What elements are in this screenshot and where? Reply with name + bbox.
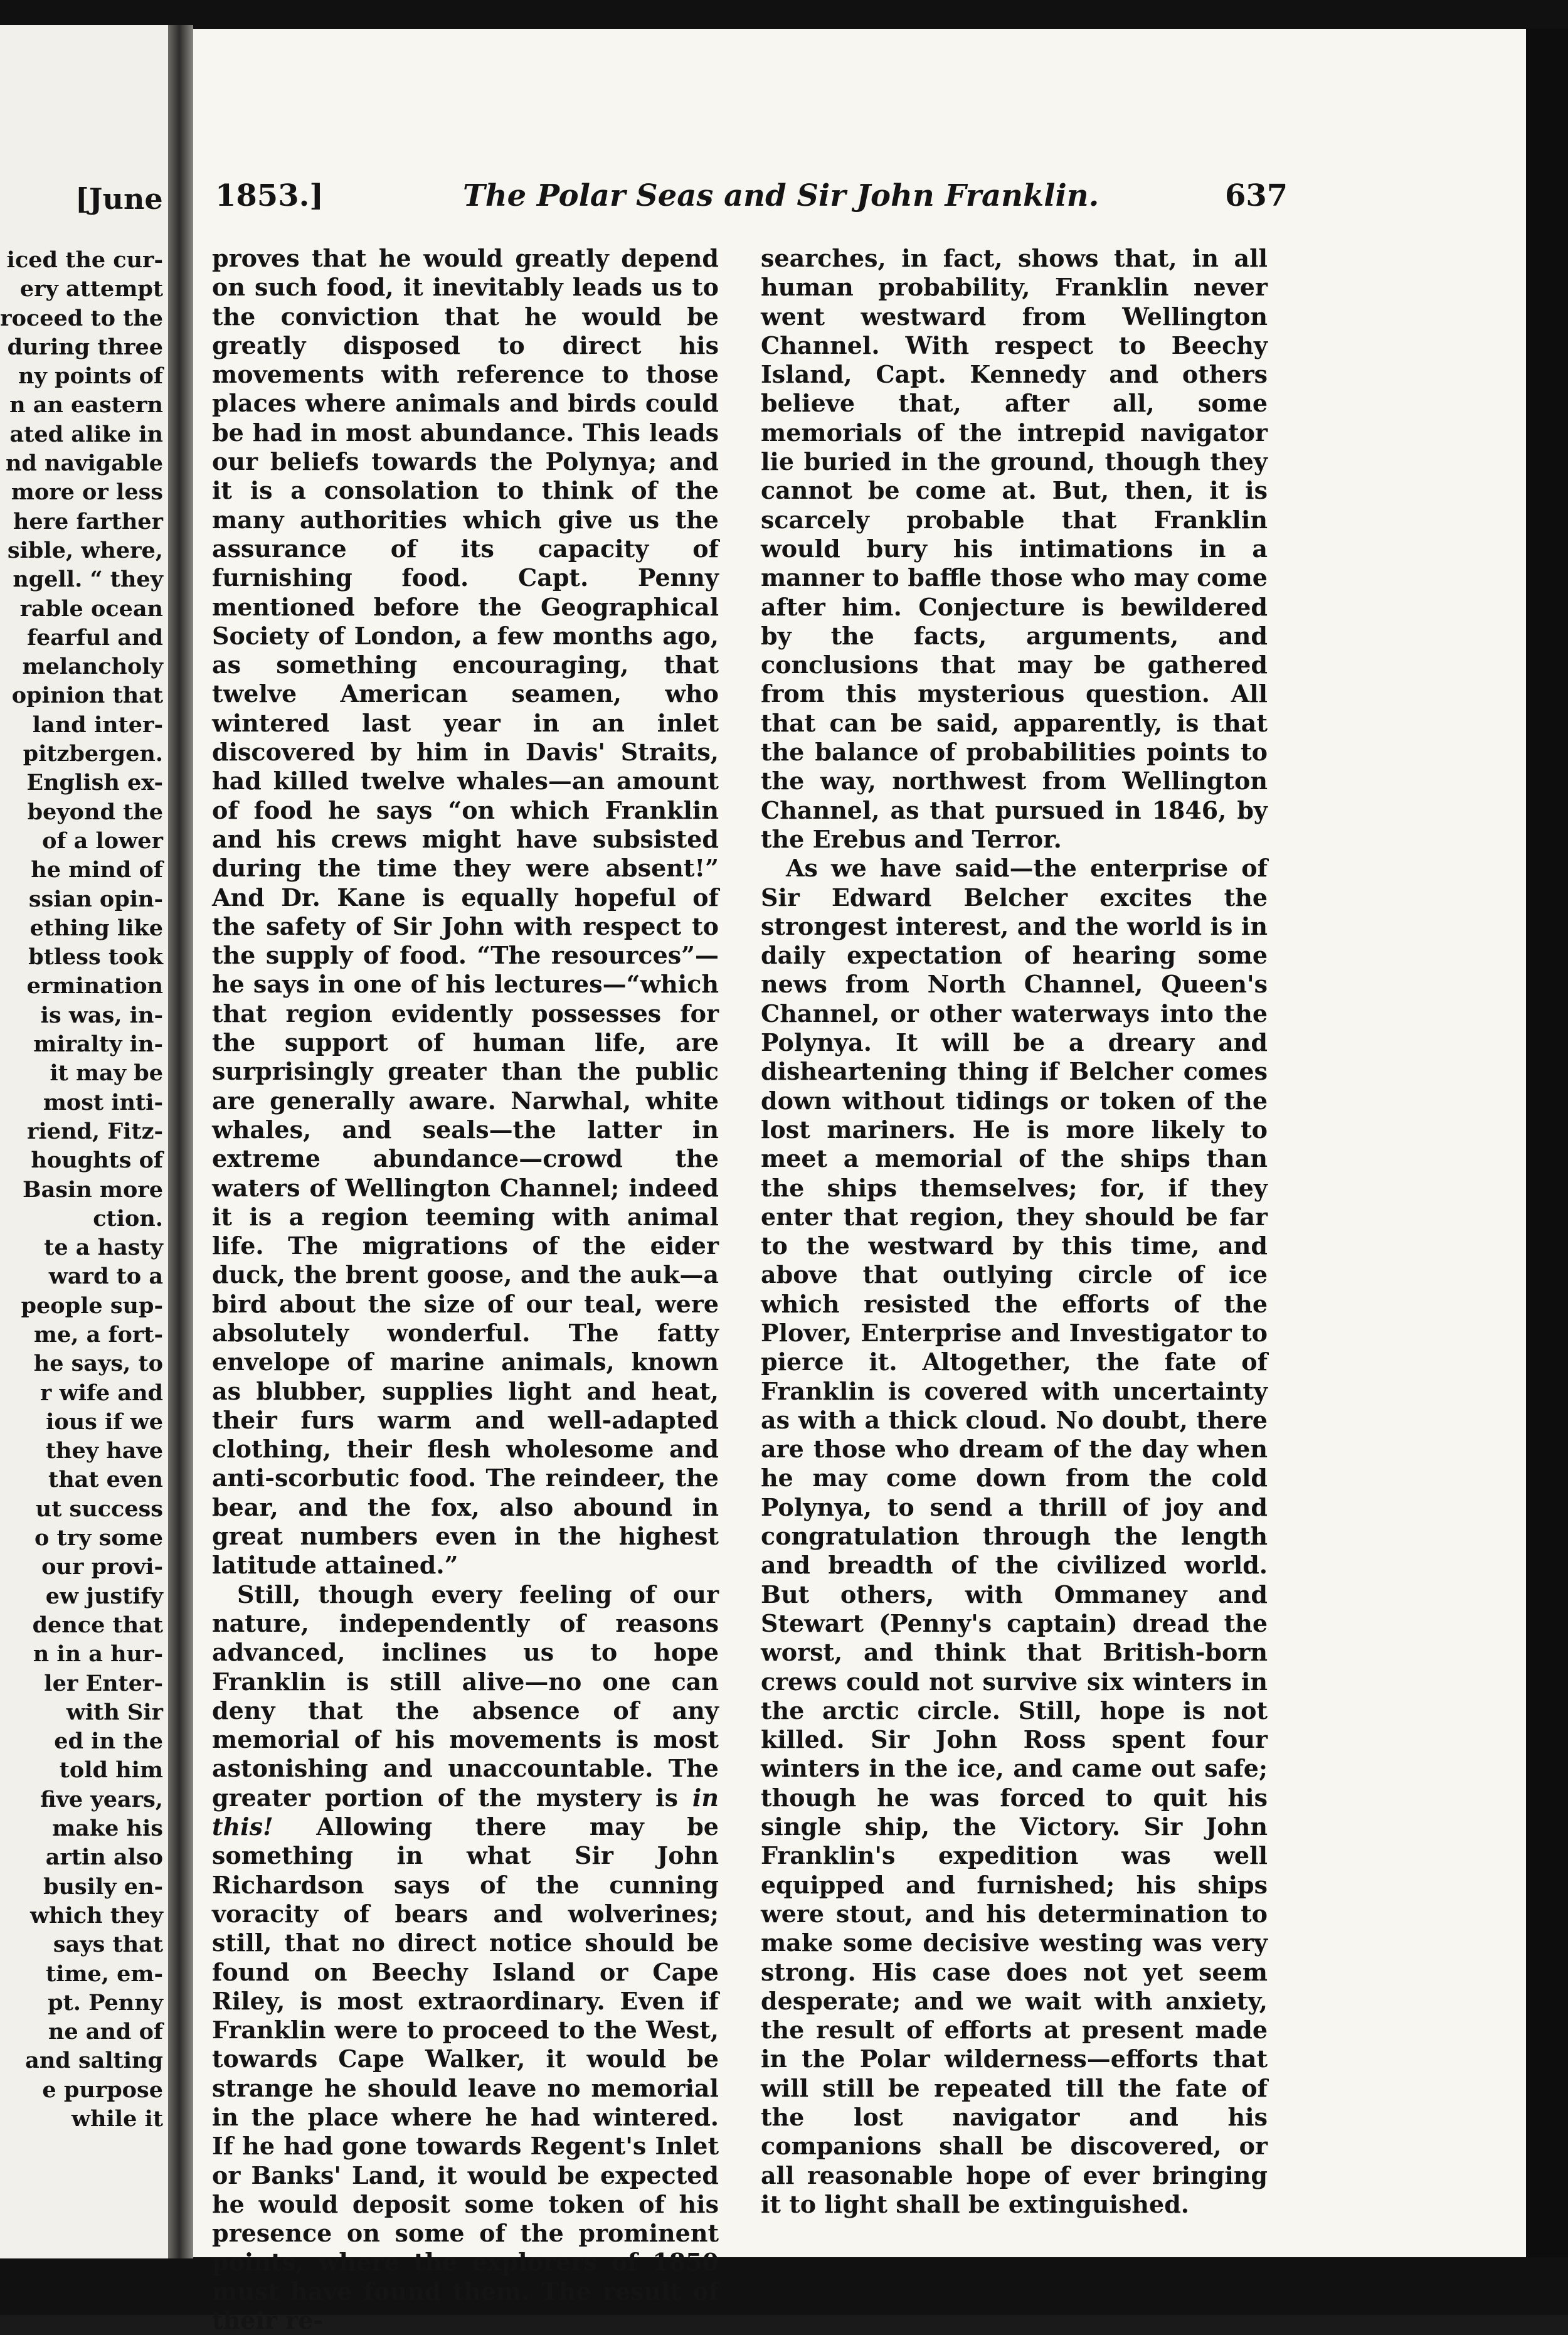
left-page-line: iced the cur-	[6, 247, 163, 273]
left-page-line: rable ocean	[19, 595, 163, 622]
left-page-line: ew justify	[45, 1583, 163, 1609]
left-page-line: five years,	[40, 1786, 163, 1812]
left-page-line: nd navigable	[5, 450, 163, 477]
left-page-line: pitzbergen.	[23, 741, 163, 767]
left-page-line: while it	[71, 2106, 163, 2132]
left-page-line: told him	[59, 1757, 163, 1784]
left-page-line: people sup-	[21, 1292, 163, 1319]
left-page-line: that even	[48, 1467, 163, 1493]
left-page-line: time, em-	[46, 1960, 163, 1987]
left-page-line: he mind of	[31, 857, 163, 883]
left-page-line: which they	[29, 1902, 163, 1928]
left-page-line: Basin more	[23, 1176, 163, 1203]
left-page-line: ction.	[93, 1205, 163, 1231]
left-page-line: here farther	[13, 508, 163, 535]
left-page-line: with Sir	[66, 1699, 163, 1725]
left-page-line: English ex-	[26, 770, 163, 796]
paragraph: As we have said—the enterprise of Sir Edward Belcher excites the strongest interest, and the world is in daily expectation of hearing some news from North Channel, Queen's Channel, or other waterways into the Polynya. It will be a dreary and disheartening thing if Belcher comes down without tidings or token of the lost mariners. He is more likely to meet a memorial of the ships than the ships themselves; for, if they enter that region, they should be far to the westward by this time, and above that outlying circle of ice which resisted the efforts of the Plover, Enterprise and Investigator to pierce it. Altogether, the fate of Franklin is covered with uncertainty as with a thick cloud. No doubt, there are those who dream of the day when he may come down from the cold Polynya, to send a thrill of joy and congratulation through the length and breadth of the civilized world. But others, with Ommaney and Stewart (Penny's captain) dread the worst, and think that British-born crews could not survive six winters in the arctic circle. Still, hope is not killed. Sir John Ross spent four winters in the ice, and came out safe; though he was forced to quit his single ship, the Victory. Sir John Franklin's expedition was well equipped and furnished; his ships were stout, and his determination to make some decisive westing was very strong. His case does not yet seem desperate; and we wait with anxiety, the result of efforts at present made in the Polar wilderness—efforts that will still be repeated till the fate of the lost navigator and his companions shall be discovered, or all reasonable hope of ever bringing it to light shall be extinguished.	[761, 854, 1268, 2218]
left-page-line: fearful and	[26, 624, 163, 651]
left-page-line: dence that	[32, 1612, 163, 1638]
left-page-line: he says, to	[33, 1351, 163, 1377]
left-page-line: beyond the	[27, 799, 163, 825]
paragraph: proves that he would greatly depend on such food, it inevitably leads us to the conviction that he would be greatly disposed to direct his movements with reference to those places where animals and birds could be had in most abundance. This leads our beliefs towards the Polynya; and it is a consolation to think of the many authorities which give us the assurance of its capacity of furnishing food. Capt. Penny mentioned before the Geographical Society of London, a few months ago, as something encouraging, that twelve American seamen, who wintered last year in an inlet discovered by him in Davis' Straits, had killed twelve whales—an amount of food he says “on which Franklin and his crews might have subsisted during the time they were absent!” And Dr. Kane is equally hopeful of the safety of Sir John with respect to the supply of food. “The resources”—he says in one of his lectures—“which that region evidently possesses for the support of human life, are surprisingly greater than the public are generally aware. Narwhal, white whales, and seals—the latter in extreme abundance—crowd the waters of Wellington Channel; indeed it is a region teeming with animal life. The migrations of the eider duck, the brent goose, and the auk—a bird about the size of our teal, were absolutely wonderful. The fatty envelope of marine animals, known as blubber, supplies light and heat, their furs warm and well-adapted clothing, their flesh wholesome and anti-scorbutic food. The reindeer, the bear, and the fox, also abound in great numbers even in the highest latitude attained.”	[212, 244, 719, 1580]
left-page-line: of a lower	[42, 827, 163, 854]
emphasis-text: in this!	[212, 1783, 719, 1841]
left-page-line: opinion that	[11, 683, 163, 709]
left-page-line: o try some	[34, 1525, 163, 1551]
left-page-text	[0, 246, 163, 2134]
header-date: 1853.]	[215, 178, 324, 213]
left-page-line: ne and of	[48, 2019, 163, 2045]
left-page-line: make his	[52, 1816, 163, 1842]
left-page-line: ermination	[26, 973, 163, 999]
left-page-line: is was, in-	[40, 1002, 163, 1028]
left-page-line: houghts of	[31, 1147, 163, 1174]
left-page	[0, 25, 168, 2258]
left-page-line: land inter-	[32, 711, 163, 738]
left-page-line: during three	[7, 334, 163, 360]
left-page-line: ery attempt	[19, 276, 163, 302]
left-page-line: ngell. “ they	[13, 566, 163, 593]
left-page-line: sible, where,	[7, 537, 163, 563]
left-page-line: ny points of	[18, 363, 163, 390]
left-page-line: roceed to the	[0, 305, 163, 331]
left-page-line: ssian opin-	[28, 886, 163, 912]
left-page-line: pt. Penny	[48, 1989, 163, 2016]
left-page-line: ed in the	[54, 1728, 163, 1755]
left-page-line: it may be	[50, 1060, 163, 1087]
left-page-header: [June	[75, 182, 163, 216]
left-page-line: n an eastern	[9, 392, 163, 418]
left-page-line: e purpose	[42, 2077, 163, 2103]
book-gutter	[168, 25, 193, 2258]
page-edge-shadow	[1526, 29, 1568, 2257]
paragraph: searches, in fact, shows that, in all human probability, Franklin never went westward from Wellington Channel. With respect to Beechy Island, Capt. Kennedy and others believe that, after all, some memorials of the intrepid navigator lie buried in the ground, though they cannot be come at. But, then, it is scarcely probable that Franklin would bury his intimations in a manner to baffle those who may come after him. Conjecture is bewildered by the facts, arguments, and conclusions that may be gathered from this mysterious question. All that can be said, apparently, is that the balance of probabilities points to the way, northwest from Wellington Channel, as that pursued in 1846, by the Erebus and Terror.	[761, 244, 1268, 853]
page-number: 637	[1225, 178, 1288, 213]
left-page-line: ious if we	[46, 1408, 163, 1435]
left-page-line: ething like	[29, 915, 163, 941]
left-page-line: ated alike in	[9, 421, 163, 447]
paragraph-text: Still, though every feeling of our nature, independently of reasons advanced, inclines us to hope Franklin is still alive—no one can deny that the absence of any memorial of his movements is most astonishing and unaccountable. The greater portion of the mystery is	[212, 1580, 719, 1812]
left-page-line: ut success	[35, 1496, 163, 1522]
left-page-line: most inti-	[43, 1089, 163, 1115]
header-title: The Polar Seas and Sir John Franklin.	[463, 178, 1099, 213]
left-page-line: me, a fort-	[33, 1321, 163, 1348]
left-page-line: says that	[53, 1932, 163, 1958]
left-page-line: riend, Fitz-	[26, 1118, 163, 1144]
paragraph	[212, 1580, 719, 2335]
left-page-line: btless took	[28, 944, 163, 971]
left-page-line: melancholy	[22, 654, 163, 680]
left-page-line: our provi-	[41, 1554, 163, 1580]
left-page-line: te a hasty	[44, 1235, 163, 1261]
left-page-line: they have	[45, 1438, 163, 1464]
left-page-line: busily en-	[43, 1873, 163, 1900]
left-page-line: miralty in-	[33, 1031, 163, 1058]
running-header	[193, 178, 1526, 216]
left-page-line: n in a hur-	[33, 1641, 163, 1667]
right-page	[193, 29, 1526, 2335]
left-page-line: and salting	[25, 2048, 163, 2074]
left-page-line: more or less	[11, 479, 163, 506]
paragraph-text: Allowing there may be something in what Sir John Richardson says of the cunning voracity of bears and wolverines; still, that no direct notice should be found on Beechy Island or Cape Riley, is most extraordinary. Even if Franklin were to proceed to the West, towards Cape Walker, it would be strange he should leave no memorial in the place where he had wintered. If he had gone towards Regent's Inlet or Banks' Land, it would be expected he would deposit some token of his presence on some of the prominent points, where the explorers of 1850 must have found them. The result of their re-	[212, 1812, 719, 2335]
text-column-left	[212, 244, 719, 2335]
left-page-line: artin also	[45, 1844, 163, 1871]
left-page-line: ler Enter-	[44, 1670, 163, 1696]
left-page-line: ward to a	[48, 1263, 163, 1290]
left-page-line: r wife and	[40, 1380, 163, 1406]
text-column-right	[761, 244, 1268, 2219]
